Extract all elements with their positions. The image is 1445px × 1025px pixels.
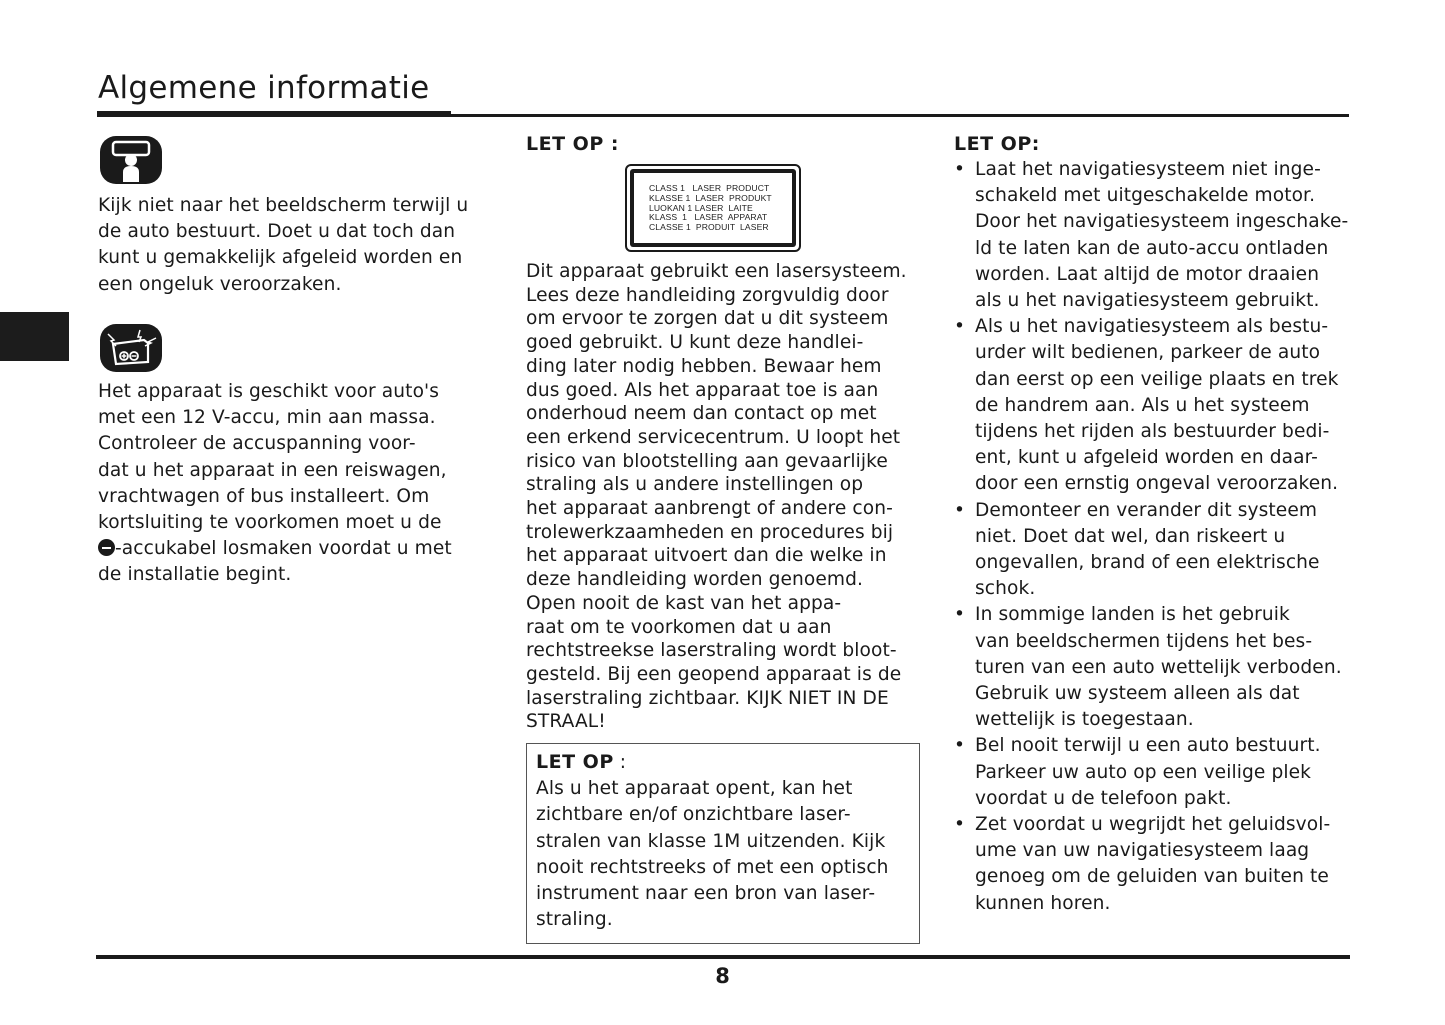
list-item: • Laat het navigatiesysteem niet inge- schakeld met uitgeschakelde motor. Door het navigatiesysteem ingeschake- ld te laten kan de auto-accu ontladen worden. Laat altijd de motor draaien als u het navigatiesysteem gebruikt. [954, 157, 1354, 314]
header-rule-accent [97, 111, 451, 116]
text-line: onderhoud neem dan contact op met [526, 403, 877, 425]
list-item: • Bel nooit terwijl u een auto bestuurt. Parkeer uw auto op een veilige plek voordat u de telefoon pakt. [954, 733, 1354, 812]
caution-list [954, 157, 1354, 917]
text-line: kortsluiting te voorkomen moet u de [98, 512, 442, 534]
text-line: raat om te voorkomen dat u aan [526, 616, 832, 638]
list-item: • Als u het navigatiesysteem als bestu- urder wilt bedienen, parkeer de auto dan eerst op een veilige plaats en trek de handrem aan. Als u het systeem tijdens het rijden als bestuurder bedi- ent, kunt u afgeleid worden en daar- door een ernstig ongeval veroorzaken. [954, 314, 1354, 497]
text-line: instrument naar een bron van laser- [536, 883, 876, 905]
laser-notice-box [526, 743, 920, 944]
text-line: Het apparaat is geschikt voor auto's [98, 381, 440, 402]
list-item: • Demonteer en verander dit systeem niet. Doet dat wel, dan riskeert u ongevallen, brand of een elektrische schok. [954, 498, 1354, 603]
laser-label-line: KLASSE 1 LASER PRODUKT [649, 192, 772, 203]
caution-heading: LET OP: [954, 133, 1040, 155]
footer-rule [96, 955, 1350, 959]
text-line: het apparaat aanbrengt of andere con- [526, 498, 893, 520]
laser-label-text [634, 173, 792, 243]
notice-heading: LET OP : [536, 751, 627, 773]
text-line: het apparaat uitvoert dan die welke in [526, 545, 887, 567]
text-line: Lees deze handleiding zorgvuldig door [526, 284, 889, 306]
battery-icon [100, 324, 162, 372]
text-line: zichtbare en/of onzichtbare laser- [536, 804, 851, 826]
laser-label-line: CLASS 1 LASER PRODUCT [649, 183, 770, 193]
page-number: 8 [715, 964, 730, 988]
text-line: Controleer de accuspanning voor- [98, 433, 416, 455]
text-line: dat u het apparaat in een reiswagen, [98, 459, 447, 481]
page-title: Algemene informatie [98, 70, 430, 106]
list-item: • Zet voordat u wegrijdt het geluidsvol- ume van uw navigatiesysteem laag genoeg om de geluiden van buiten te kunnen horen. [954, 812, 1354, 917]
battery-warning-paragraph [98, 379, 488, 589]
text-line: straling. [536, 909, 613, 931]
screen-warning-paragraph [98, 193, 488, 298]
text-line: dus goed. Als het apparaat toe is aan [526, 379, 879, 401]
laser-label-line: CLASSE 1 PRODUIT LASER [649, 222, 769, 233]
text-line: laserstraling zichtbaar. KIJK NIET IN DE [526, 687, 889, 709]
text-line: gesteld. Bij een geopend apparaat is de [526, 663, 902, 685]
text-line: kunt u gemakkelijk afgeleid worden en [98, 247, 463, 269]
text-line: deze handleiding worden genoemd. [526, 569, 864, 591]
text-line: met een 12 V-accu, min aan massa. [98, 407, 436, 429]
text-line: een erkend servicecentrum. U loopt het [526, 426, 901, 448]
text-line: trolewerkzaamheden en procedures bij [526, 521, 894, 543]
laser-label-line: KLASS 1 LASER APPARAT [649, 212, 768, 223]
text-line: Dit apparaat gebruikt een lasersysteem. [526, 261, 907, 282]
display-warning-icon [100, 136, 162, 184]
text-line: straling als u andere instellingen op [526, 474, 864, 496]
text-line: nooit rechtstreeks of met een optisch [536, 856, 889, 878]
text-line: Als u het apparaat opent, kan het [536, 778, 853, 800]
text-line: een ongeluk veroorzaken. [98, 273, 342, 295]
laser-class-label [625, 164, 801, 252]
text-line: Kijk niet naar het beeldscherm terwijl u [98, 195, 469, 216]
text-line: de auto bestuurt. Doet u dat toch dan [98, 221, 456, 243]
list-item: • In sommige landen is het gebruik van beeldschermen tijdens het bes- turen van een auto wettelijk verboden. Gebruik uw systeem alleen als dat wettelijk is toegestaan. [954, 602, 1354, 733]
text-fragment: -accukabel losmaken voordat u met [115, 538, 452, 560]
text-line: vrachtwagen of bus installeert. Om [98, 485, 430, 507]
text-line: de installatie begint. [98, 564, 292, 586]
text-line: rechtstreekse laserstraling wordt bloot- [526, 640, 897, 662]
text-line: goed gebruikt. U kunt deze handlei- [526, 332, 864, 354]
text-line: risico van blootstelling aan gevaarlijke [526, 450, 888, 472]
text-line: om ervoor te zorgen dat u dit systeem [526, 308, 889, 330]
laser-info-paragraph [526, 260, 926, 734]
text-line: Open nooit de kast van het appa- [526, 592, 842, 614]
text-line [98, 536, 488, 562]
chapter-tab-marker [0, 312, 69, 361]
text-line: STRAAL! [526, 711, 606, 733]
laser-label-line: LUOKAN 1 LASER LAITE [649, 202, 753, 213]
caution-heading: LET OP : [526, 133, 619, 155]
text-line: ding later nodig hebben. Bewaar hem [526, 355, 882, 377]
minus-terminal-icon [98, 539, 115, 556]
text-line: stralen van klasse 1M uitzenden. Kijk [536, 830, 886, 852]
